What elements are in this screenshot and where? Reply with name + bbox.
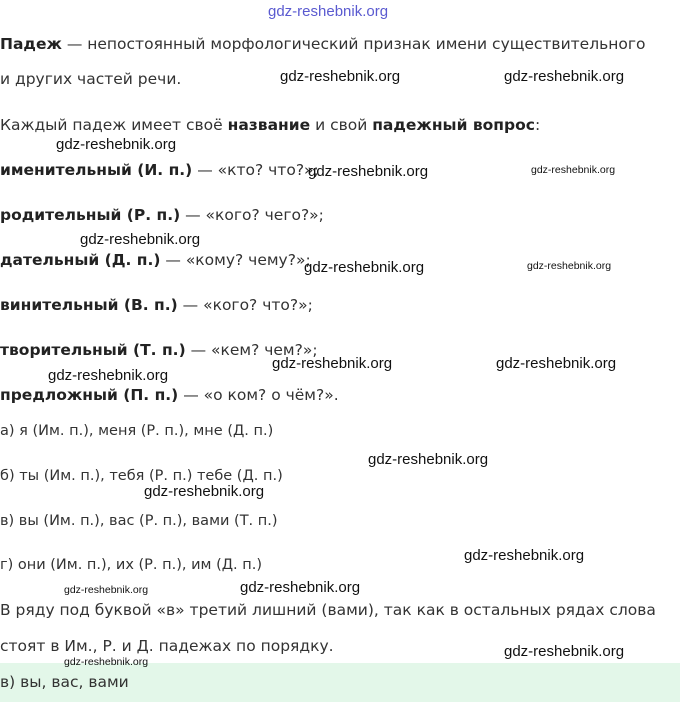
intro-line-2: и других частей речи. <box>0 70 182 88</box>
case-name: родительный (Р. п.) <box>0 206 181 224</box>
case-question: — «кого? чего?»; <box>180 206 324 224</box>
case-accusative <box>0 296 313 314</box>
watermark: gdz-reshebnik.org <box>240 579 361 596</box>
each-case-name-word: название <box>227 116 311 134</box>
explanation-line-1: В ряду под буквой «в» третий лишний (вами), так как в остальных рядах слова <box>0 601 656 619</box>
case-name: именительный (И. п.) <box>0 161 193 179</box>
case-question: — «кому? чему?»; <box>160 251 311 269</box>
case-name: винительный (В. п.) <box>0 296 178 314</box>
option-g: г) они (Им. п.), их (Р. п.), им (Д. п.) <box>0 557 263 573</box>
case-dative <box>0 251 311 269</box>
answer-text: в) вы, вас, вами <box>0 673 129 691</box>
watermark: gdz-reshebnik.org <box>464 547 585 564</box>
each-case-sentence <box>0 116 540 134</box>
watermark: gdz-reshebnik.org <box>531 164 616 176</box>
watermark: gdz-reshebnik.org <box>496 355 617 372</box>
watermark: gdz-reshebnik.org <box>527 260 612 272</box>
each-case-question-word: падежный вопрос <box>372 116 535 134</box>
each-case-suffix: : <box>534 116 541 134</box>
watermark: gdz-reshebnik.org <box>80 231 201 248</box>
each-case-middle: и свой <box>310 116 373 134</box>
option-v: в) вы (Им. п.), вас (Р. п.), вами (Т. п.) <box>0 513 278 529</box>
watermark: gdz-reshebnik.org <box>272 355 393 372</box>
case-question: — «о ком? о чём?». <box>178 386 339 404</box>
watermark: gdz-reshebnik.org <box>56 136 177 153</box>
watermark: gdz-reshebnik.org <box>368 451 489 468</box>
watermark: gdz-reshebnik.org <box>280 68 401 85</box>
option-b: б) ты (Им. п.), тебя (Р. п.) тебе (Д. п.) <box>0 468 283 484</box>
case-instrumental <box>0 341 318 359</box>
answer-box <box>0 663 680 702</box>
watermark: gdz-reshebnik.org <box>64 584 149 596</box>
term-padezh: Падеж <box>0 35 62 53</box>
watermark: gdz-reshebnik.org <box>504 68 625 85</box>
case-name: творительный (Т. п.) <box>0 341 186 359</box>
case-question: — «кого? что?»; <box>177 296 313 314</box>
case-prepositional <box>0 386 339 404</box>
case-name: дательный (Д. п.) <box>0 251 161 269</box>
case-genitive <box>0 206 324 224</box>
each-case-prefix: Каждый падеж имеет своё <box>0 116 228 134</box>
intro-line-1 <box>0 35 646 53</box>
case-nominative <box>0 161 319 179</box>
watermark: gdz-reshebnik.org <box>64 656 149 668</box>
watermark: gdz-reshebnik.org <box>144 483 265 500</box>
case-question: — «кем? чем?»; <box>185 341 318 359</box>
case-name: предложный (П. п.) <box>0 386 179 404</box>
watermark: gdz-reshebnik.org <box>504 643 625 660</box>
watermark: gdz-reshebnik.org <box>308 163 429 180</box>
intro-definition: — непостоянный морфологический признак имени существительного <box>61 35 646 53</box>
explanation-line-2: стоят в Им., Р. и Д. падежах по порядку. <box>0 637 334 655</box>
watermark-top: gdz-reshebnik.org <box>268 3 389 20</box>
case-question: — «кто? что?»; <box>192 161 319 179</box>
option-a: а) я (Им. п.), меня (Р. п.), мне (Д. п.) <box>0 423 274 439</box>
watermark: gdz-reshebnik.org <box>48 367 169 384</box>
watermark: gdz-reshebnik.org <box>304 259 425 276</box>
